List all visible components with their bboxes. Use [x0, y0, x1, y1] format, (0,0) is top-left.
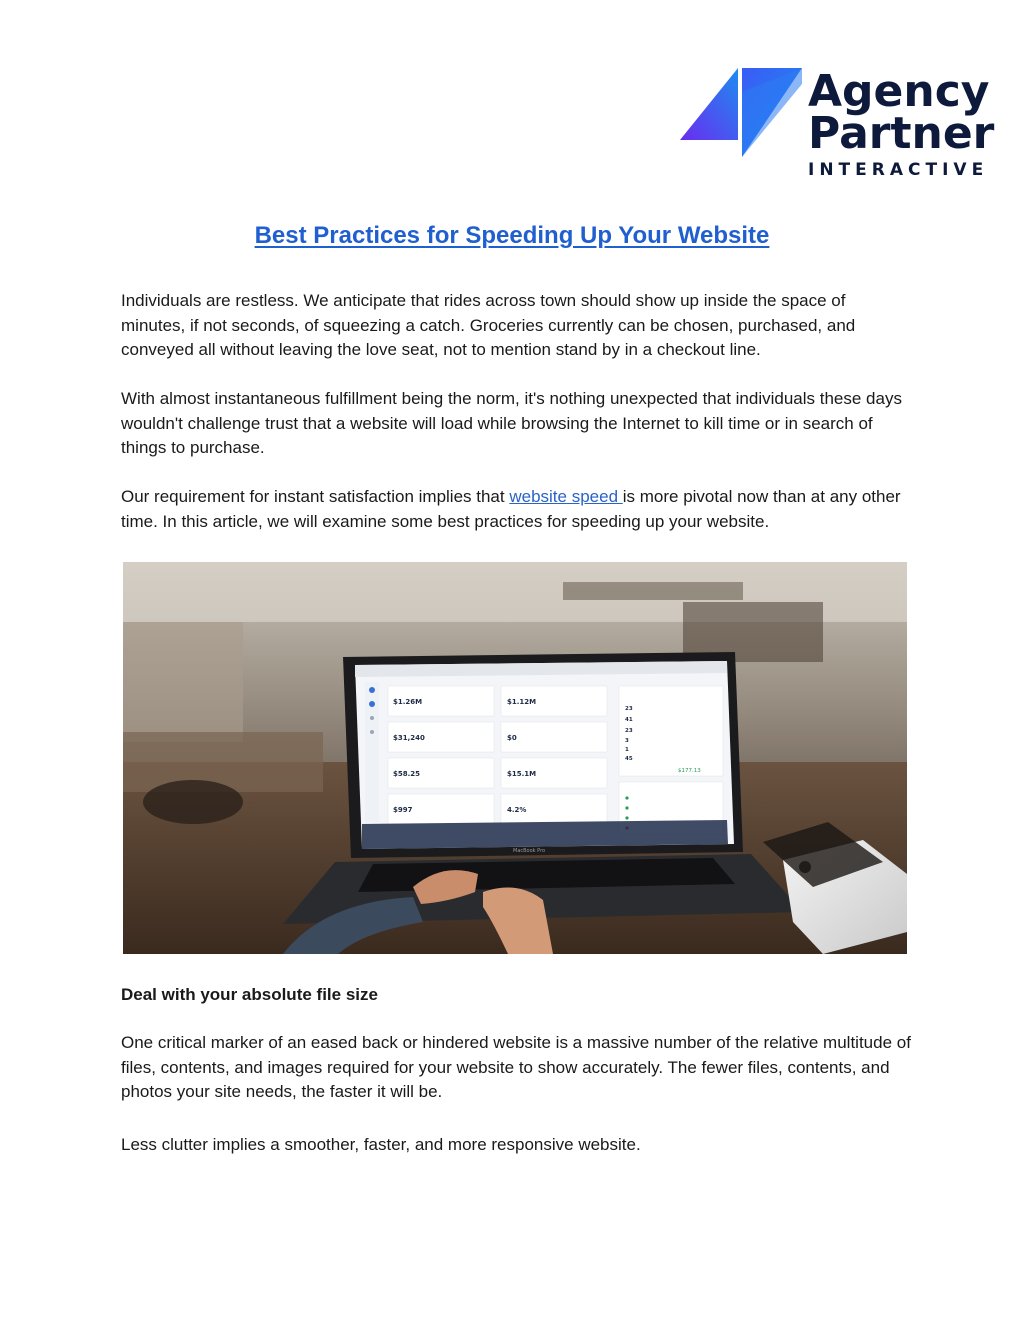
metric-average: $58.25: [393, 770, 421, 778]
paragraph-satisfaction-end: is more pivotal now than at any other time. In this article, we will examine some best practices for speeding up your website.: [121, 487, 901, 531]
paragraph-fulfillment: With almost instantaneous fulfillment being the norm, it's nothing unexpected that individuals these days wouldn't challenge trust that a website will load while browsing the Internet to kill time or in search of things to purchase.: [121, 389, 902, 457]
logo-line3: INTERACTIVE: [808, 160, 989, 180]
sidebar-num-5: 1: [625, 747, 629, 753]
paragraph-clutter: Less clutter implies a smoother, faster, and more responsive website.: [121, 1135, 641, 1154]
sidebar-num-2: 41: [625, 717, 633, 723]
section-heading-file-size: Deal with your absolute file size: [121, 985, 378, 1004]
paragraph-satisfaction: [121, 485, 911, 534]
sidebar-num-3: 23: [625, 728, 633, 734]
metric-refunds: $0: [507, 734, 517, 742]
metric-sales: $1.12M: [507, 698, 537, 706]
paragraph-satisfaction-start: Our requirement for instant satisfaction implies that: [121, 487, 510, 506]
logo-line2: Partner: [808, 108, 995, 159]
website-speed-link[interactable]: website speed: [509, 487, 623, 506]
article-title[interactable]: Best Practices for Speeding Up Your Website: [254, 222, 770, 249]
metric-revenue: $1.26M: [393, 698, 423, 706]
agency-partner-logo-icon: [678, 62, 1000, 182]
paragraph-file-size: One critical marker of an eased back or hindered website is a massive number of the relative multitude of files, contents, and images required for your website to show accurately. The fewer files, contents, and photos your site needs, the faster it will be.: [121, 1033, 911, 1101]
laptop-photo: [123, 562, 907, 954]
company-logo: [678, 62, 1000, 182]
sidebar-num-1: 23: [625, 706, 633, 712]
metric-lifetime: $997: [393, 806, 413, 814]
sidebar-num-4: 3: [625, 738, 629, 744]
metric-growth: 4.2%: [507, 806, 527, 814]
laptop-brand: MacBook Pro: [513, 848, 546, 854]
sidebar-num-6: 45: [625, 756, 633, 762]
paragraph-intro: Individuals are restless. We anticipate that rides across town should show up inside the space of minutes, if not seconds, of squeezing a catch. Groceries currently can be chosen, purchased, and conveyed all without leaving the love seat, not to mention stand by in a checkout line.: [121, 291, 856, 359]
metric-orders: $31,240: [393, 734, 425, 742]
total-value: $177.13: [678, 768, 701, 774]
logo-line1: Agency: [808, 66, 990, 117]
metric-annual: $15.1M: [507, 770, 537, 778]
